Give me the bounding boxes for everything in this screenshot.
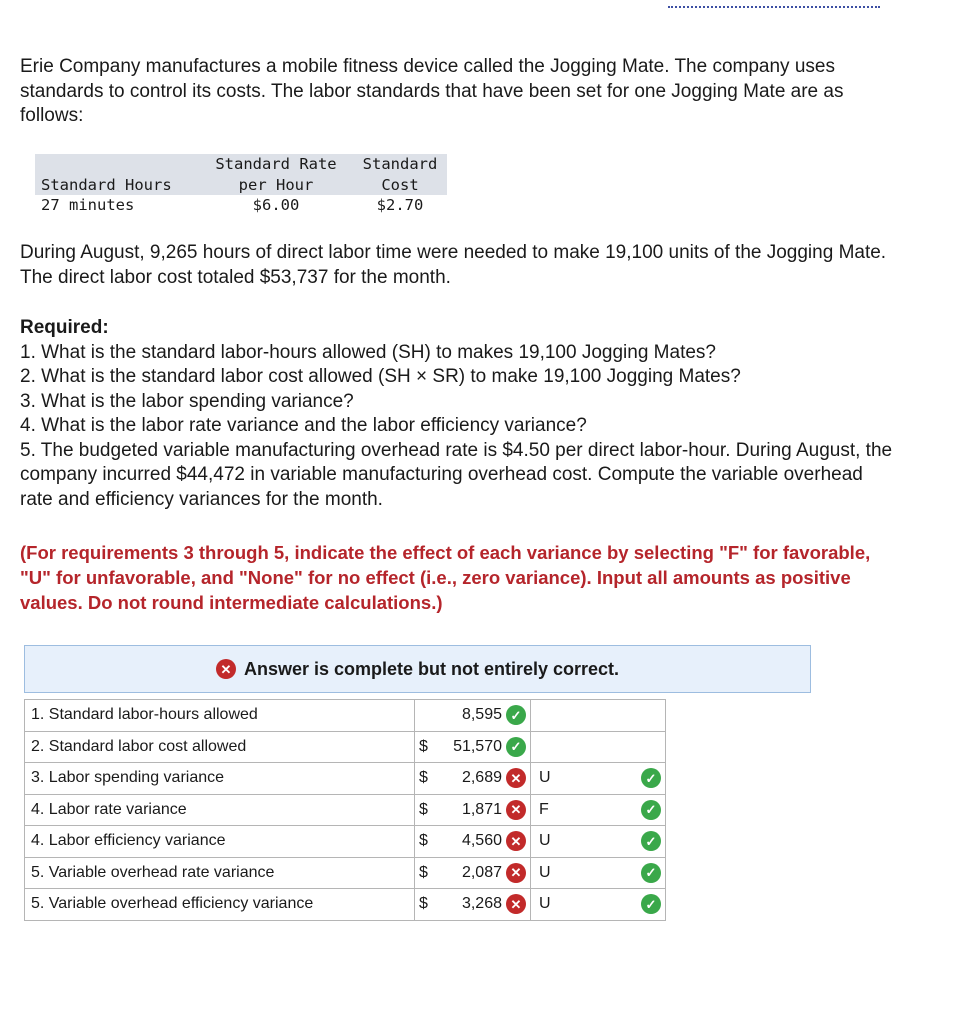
required-item-1: 1. What is the standard labor-hours allowed (SH) to makes 19,100 Jogging Mates?	[20, 341, 716, 363]
dollar-sign: $	[419, 737, 428, 755]
answer-row-label: 4. Labor efficiency variance	[25, 826, 415, 858]
x-circle-icon: ✕	[506, 768, 526, 788]
dollar-sign: $	[419, 769, 428, 787]
check-circle-icon: ✓	[641, 800, 661, 820]
amount-input-cell[interactable]	[415, 889, 531, 921]
effect-select-cell[interactable]	[531, 763, 666, 795]
header-standard-rate	[199, 154, 353, 195]
check-circle-icon: ✓	[641, 863, 661, 883]
answer-row-label: 3. Labor spending variance	[25, 763, 415, 795]
header-standard-hours: Standard Hours	[35, 154, 199, 195]
header-cost-line2: Cost	[381, 175, 419, 194]
check-circle-icon: ✓	[641, 831, 661, 851]
effect-select-cell[interactable]	[531, 889, 666, 921]
check-circle-icon: ✓	[506, 705, 526, 725]
x-circle-icon: ✕	[506, 894, 526, 914]
answer-row-label: 4. Labor rate variance	[25, 794, 415, 826]
required-item-4: 4. What is the labor rate variance and the labor efficiency variance?	[20, 415, 587, 436]
header-cost-line1: Standard	[362, 155, 438, 173]
answer-row	[25, 700, 666, 732]
answer-row	[25, 889, 666, 921]
header-rate-line1: Standard Rate	[215, 155, 337, 173]
august-data: During August, 9,265 hours of direct labor time were needed to make 19,100 units of the Jogging Mate. The direct labor cost totaled $53,737 for the month.	[20, 242, 887, 288]
dollar-sign: $	[419, 895, 428, 913]
answer-row	[25, 794, 666, 826]
effect-value[interactable]: U	[539, 863, 551, 881]
effect-value[interactable]: U	[539, 895, 551, 913]
top-dotted-bar	[668, 0, 880, 8]
effect-select-cell[interactable]	[531, 857, 666, 889]
header-rate-line2: per Hour	[238, 175, 314, 194]
answer-table	[24, 699, 666, 921]
x-circle-icon: ✕	[506, 831, 526, 851]
answer-row	[25, 826, 666, 858]
answer-status-banner	[24, 645, 811, 693]
amount-value[interactable]: 1,871	[461, 800, 502, 818]
amount-value[interactable]: 3,268	[461, 895, 502, 913]
amount-input-cell[interactable]	[415, 857, 531, 889]
dollar-sign: $	[419, 863, 428, 881]
x-circle-icon: ✕	[216, 659, 236, 679]
answer-row	[25, 857, 666, 889]
required-title: Required:	[20, 317, 109, 338]
dollar-sign: $	[419, 800, 428, 818]
amount-value[interactable]: 51,570	[453, 737, 502, 755]
answer-row	[25, 731, 666, 763]
answer-status-text: Answer is complete but not entirely correct.	[243, 658, 620, 679]
amount-input-cell[interactable]	[415, 763, 531, 795]
effect-select-cell[interactable]	[531, 700, 666, 732]
x-circle-icon: ✕	[506, 800, 526, 820]
required-item-2: 2. What is the standard labor cost allowed (SH × SR) to make 19,100 Jogging Mates?	[20, 366, 741, 387]
answer-row-label: 1. Standard labor-hours allowed	[25, 700, 415, 732]
required-item-3: 3. What is the labor spending variance?	[20, 390, 354, 412]
instructions: (For requirements 3 through 5, indicate the effect of each variance by selecting "F" for favorable, "U" for unfavorable, and "None" for no effect (i.e., zero variance). Input all amounts as positive values. Do not round intermediate calculations.)	[20, 542, 871, 613]
amount-value[interactable]: 8,595	[461, 706, 502, 724]
answer-row	[25, 763, 666, 795]
answer-row-label: 5. Variable overhead rate variance	[25, 857, 415, 889]
effect-select-cell[interactable]	[531, 826, 666, 858]
amount-input-cell[interactable]	[415, 794, 531, 826]
required-section	[20, 316, 900, 512]
amount-value[interactable]: 2,689	[461, 769, 502, 787]
amount-input-cell[interactable]	[415, 731, 531, 763]
effect-value[interactable]: U	[539, 832, 551, 850]
effect-value[interactable]: F	[539, 800, 549, 818]
effect-select-cell[interactable]	[531, 731, 666, 763]
required-item-5: 5. The budgeted variable manufacturing overhead rate is $4.50 per direct labor-hour. During August, the company incurred $44,472 in variable manufacturing overhead cost. Compute the variable overhead rate and efficiency variances for the month.	[20, 439, 893, 510]
answer-row-label: 2. Standard labor cost allowed	[25, 731, 415, 763]
check-circle-icon: ✓	[641, 768, 661, 788]
amount-input-cell[interactable]	[415, 700, 531, 732]
check-circle-icon: ✓	[641, 894, 661, 914]
effect-select-cell[interactable]	[531, 794, 666, 826]
amount-input-cell[interactable]	[415, 826, 531, 858]
value-standard-rate: $6.00	[252, 196, 300, 214]
effect-value[interactable]: U	[539, 769, 551, 787]
x-circle-icon: ✕	[506, 863, 526, 883]
check-circle-icon: ✓	[506, 737, 526, 757]
value-standard-hours: 27 minutes	[41, 196, 135, 214]
answer-row-label: 5. Variable overhead efficiency variance	[25, 889, 415, 921]
problem-intro: Erie Company manufactures a mobile fitness device called the Jogging Mate. The company uses standards to control its costs. The labor standards that have been set for one Jogging Mate are as follows:	[20, 56, 844, 126]
labor-standards-table	[35, 154, 447, 216]
dollar-sign: $	[419, 832, 428, 850]
amount-value[interactable]: 2,087	[461, 863, 502, 881]
value-standard-cost: $2.70	[376, 196, 424, 214]
amount-value[interactable]: 4,560	[461, 832, 502, 850]
header-standard-cost	[353, 154, 447, 195]
